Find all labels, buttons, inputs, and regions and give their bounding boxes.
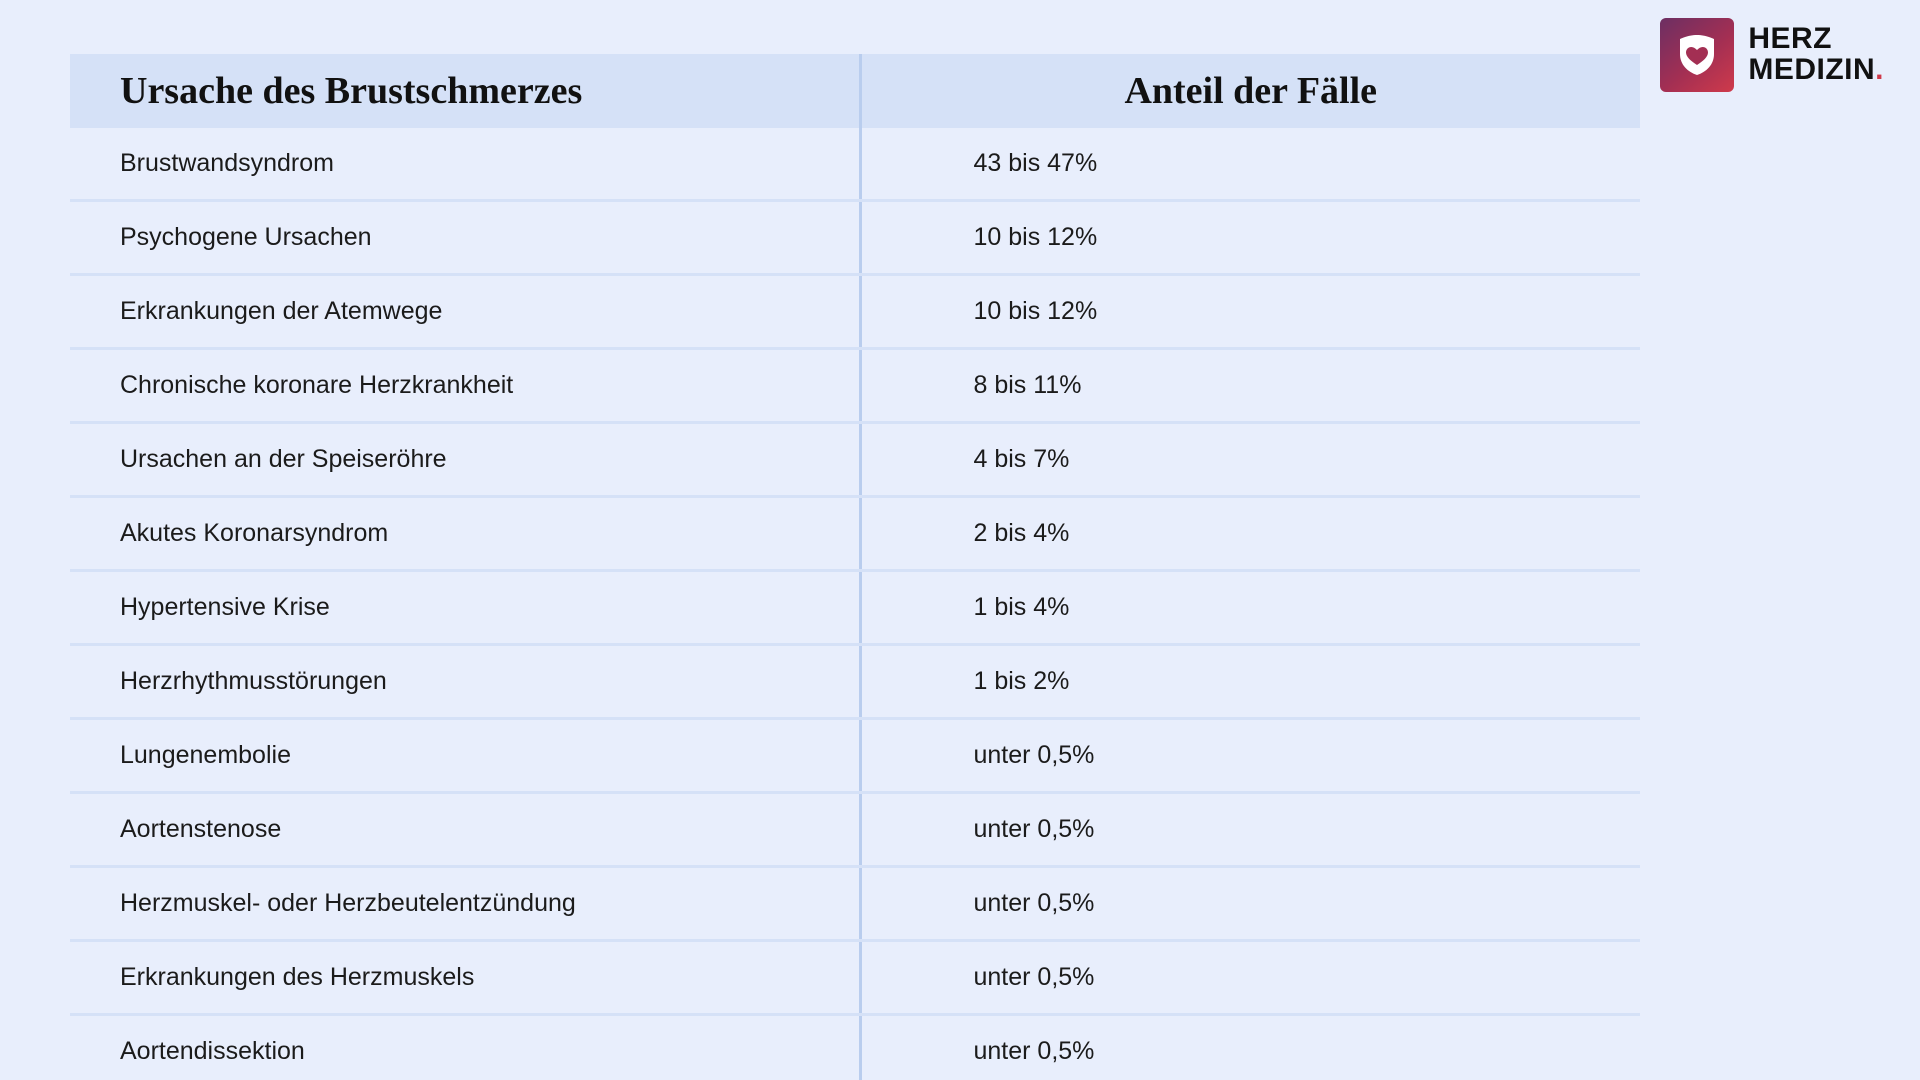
cell-cause: Herzrhythmusstörungen xyxy=(70,645,860,719)
cell-share: unter 0,5% xyxy=(860,1015,1640,1080)
table-row xyxy=(70,719,1640,793)
cell-cause: Hypertensive Krise xyxy=(70,571,860,645)
cell-cause: Erkrankungen des Herzmuskels xyxy=(70,941,860,1015)
cell-cause: Erkrankungen der Atemwege xyxy=(70,275,860,349)
cell-cause: Brustwandsyndrom xyxy=(70,128,860,201)
brand-name-line1: HERZ xyxy=(1748,22,1832,56)
table-header-row xyxy=(70,54,1640,128)
heart-in-shield-icon xyxy=(1660,18,1734,92)
cell-share: 8 bis 11% xyxy=(860,349,1640,423)
table-row xyxy=(70,1015,1640,1080)
cell-cause: Ursachen an der Speiseröhre xyxy=(70,423,860,497)
cell-cause: Akutes Koronarsyndrom xyxy=(70,497,860,571)
table-row xyxy=(70,201,1640,275)
column-header-share: Anteil der Fälle xyxy=(860,54,1640,128)
table-row xyxy=(70,645,1640,719)
table-row xyxy=(70,423,1640,497)
cell-share: 10 bis 12% xyxy=(860,275,1640,349)
brand-name-dot: . xyxy=(1875,53,1884,86)
chest-pain-causes-table xyxy=(70,54,1640,1080)
cell-cause: Aortendissektion xyxy=(70,1015,860,1080)
table-row xyxy=(70,793,1640,867)
table xyxy=(70,54,1640,1080)
table-row xyxy=(70,941,1640,1015)
cell-share: 1 bis 2% xyxy=(860,645,1640,719)
table-row xyxy=(70,349,1640,423)
table-row xyxy=(70,571,1640,645)
cell-cause: Herzmuskel- oder Herzbeutelentzündung xyxy=(70,867,860,941)
table-row xyxy=(70,867,1640,941)
cell-share: 2 bis 4% xyxy=(860,497,1640,571)
cell-share: 1 bis 4% xyxy=(860,571,1640,645)
table-header xyxy=(70,54,1640,128)
cell-share: 10 bis 12% xyxy=(860,201,1640,275)
cell-share: unter 0,5% xyxy=(860,793,1640,867)
cell-share: 43 bis 47% xyxy=(860,128,1640,201)
brand-name-line2: MEDIZIN xyxy=(1748,53,1876,86)
cell-cause: Psychogene Ursachen xyxy=(70,201,860,275)
cell-cause: Chronische koronare Herzkrankheit xyxy=(70,349,860,423)
brand-wordmark xyxy=(1748,24,1884,85)
cell-cause: Lungenembolie xyxy=(70,719,860,793)
cell-share: unter 0,5% xyxy=(860,867,1640,941)
cell-share: 4 bis 7% xyxy=(860,423,1640,497)
cell-share: unter 0,5% xyxy=(860,719,1640,793)
table-body xyxy=(70,128,1640,1080)
column-header-cause: Ursache des Brustschmerzes xyxy=(70,54,860,128)
brand-logo xyxy=(1660,18,1884,92)
cell-share: unter 0,5% xyxy=(860,941,1640,1015)
table-row xyxy=(70,275,1640,349)
table-row xyxy=(70,128,1640,201)
table-row xyxy=(70,497,1640,571)
cell-cause: Aortenstenose xyxy=(70,793,860,867)
